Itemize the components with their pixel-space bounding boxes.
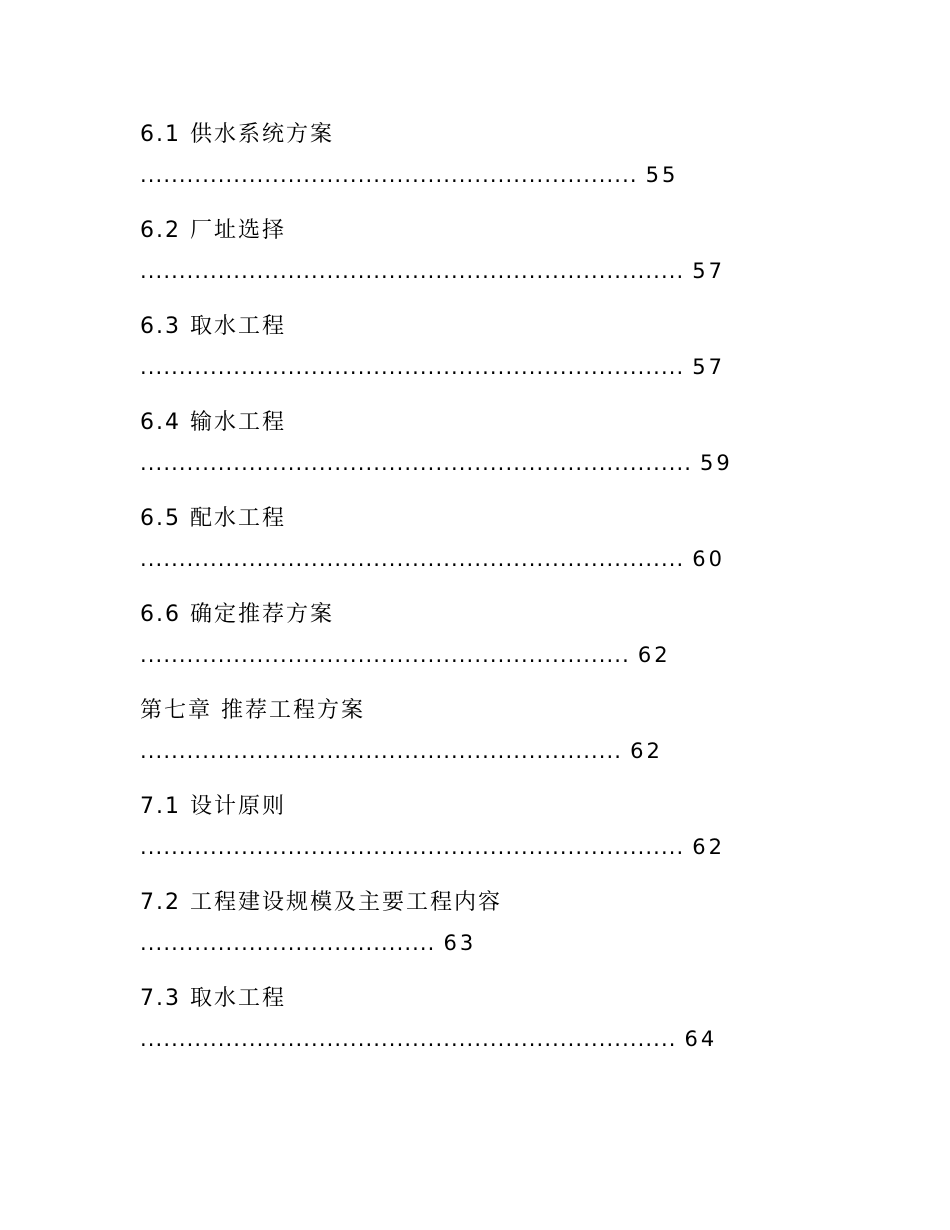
- toc-leader: [140, 832, 725, 862]
- toc-dot-leader: ......................................................................: [140, 547, 685, 571]
- toc-dot-leader: ................................................................: [140, 163, 638, 187]
- toc-page-number: 62: [630, 739, 663, 763]
- toc-entry-title: 7.2 工程建设规模及主要工程内容: [140, 890, 502, 915]
- toc-leader: [140, 928, 502, 958]
- toc-entry-title: 6.2 厂址选择: [140, 218, 286, 243]
- toc-entry[interactable]: [140, 120, 678, 190]
- toc-leader: [140, 256, 725, 286]
- toc-leader: [140, 160, 678, 190]
- toc-entry-title: 6.5 配水工程: [140, 506, 286, 531]
- toc-entry-title: 6.3 取水工程: [140, 314, 286, 339]
- toc-dot-leader: ......................................: [140, 931, 436, 955]
- toc-dot-leader: ...............................................................: [140, 643, 630, 667]
- toc-entry[interactable]: [140, 984, 717, 1054]
- toc-entry[interactable]: [140, 504, 725, 574]
- toc-page-number: 60: [692, 547, 726, 571]
- toc-dot-leader: .......................................................................: [140, 451, 693, 475]
- toc-dot-leader: ......................................................................: [140, 835, 685, 859]
- toc-leader: [140, 448, 733, 478]
- toc-entry-title: 6.4 输水工程: [140, 410, 286, 435]
- toc-entry[interactable]: [140, 216, 725, 286]
- toc-page-number: 55: [645, 163, 679, 187]
- toc-dot-leader: ..............................................................: [140, 739, 623, 763]
- toc-entry[interactable]: [140, 792, 725, 862]
- toc-entry[interactable]: [140, 696, 663, 766]
- toc-entry-title: 6.6 确定推荐方案: [140, 602, 334, 627]
- toc-entry[interactable]: [140, 312, 725, 382]
- toc-entry-title: 6.1 供水系统方案: [140, 122, 334, 147]
- toc-page-number: 63: [443, 931, 477, 955]
- toc-leader: [140, 736, 663, 766]
- toc-page-number: 64: [684, 1027, 718, 1051]
- toc-leader: [140, 352, 725, 382]
- toc-entry-title: 7.1 设计原则: [140, 794, 286, 819]
- toc-leader: [140, 544, 725, 574]
- toc-page-number: 59: [700, 451, 733, 475]
- toc-entry-title: 7.3 取水工程: [140, 986, 286, 1011]
- toc-dot-leader: .....................................................................: [140, 1027, 677, 1051]
- toc-entry[interactable]: [140, 408, 733, 478]
- toc-entry[interactable]: [140, 600, 671, 670]
- toc-page-number: 62: [637, 643, 671, 667]
- toc-leader: [140, 640, 671, 670]
- toc-entry-title: 第七章 推荐工程方案: [140, 698, 365, 723]
- toc-dot-leader: ......................................................................: [140, 355, 685, 379]
- toc-page-number: 57: [692, 259, 726, 283]
- toc-leader: [140, 1024, 717, 1054]
- toc-dot-leader: ......................................................................: [140, 259, 685, 283]
- toc-page-number: 57: [692, 355, 726, 379]
- toc-page-number: 62: [692, 835, 726, 859]
- toc-entry[interactable]: [140, 888, 502, 958]
